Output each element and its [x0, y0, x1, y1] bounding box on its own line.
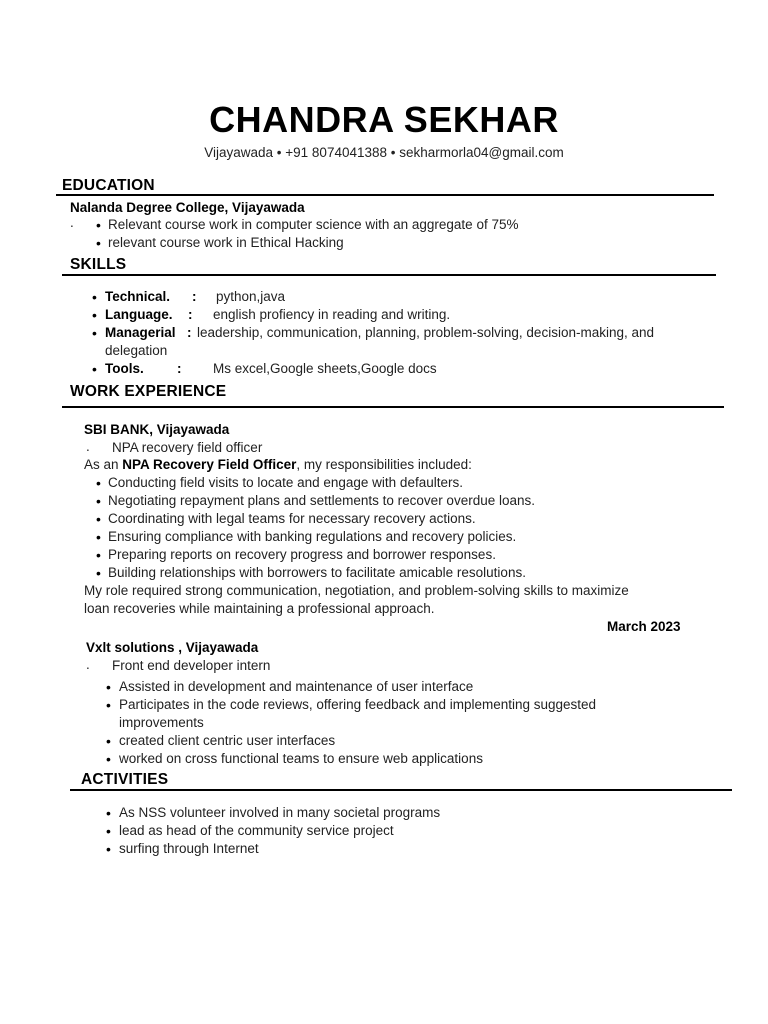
bullet: •: [96, 217, 101, 233]
responsibility-item: created client centric user interfaces: [119, 733, 336, 748]
bullet: •: [106, 805, 111, 821]
activities-heading: ACTIVITIES: [81, 771, 169, 788]
bullet: •: [92, 325, 97, 341]
skill-value: python,java: [216, 289, 286, 304]
work-heading: WORK EXPERIENCE: [70, 383, 227, 400]
candidate-name: CHANDRA SEKHAR: [209, 99, 559, 140]
bullet: •: [106, 733, 111, 749]
job-date: March 2023: [607, 619, 681, 634]
bullet: •: [96, 511, 101, 527]
education-divider: [56, 194, 714, 196]
bullet: •: [106, 697, 111, 713]
skills-heading: SKILLS: [70, 256, 127, 273]
company-name: SBI BANK, Vijayawada: [84, 422, 230, 437]
responsibility-item: Ensuring compliance with banking regulations and recovery policies.: [108, 529, 517, 544]
skill-value-continued: delegation: [105, 343, 168, 358]
activity-item: As NSS volunteer involved in many societal programs: [119, 805, 441, 820]
education-institution: Nalanda Degree College, Vijayawada: [70, 200, 305, 215]
bullet: •: [96, 475, 101, 491]
bullet: •: [106, 823, 111, 839]
bullet: •: [106, 841, 111, 857]
responsibility-item: Participates in the code reviews, offering feedback and implementing suggested: [119, 697, 597, 712]
education-item: Relevant course work in computer science with an aggregate of 75%: [108, 217, 519, 232]
activity-item: surfing through Internet: [119, 841, 259, 856]
activity-item: lead as head of the community service project: [119, 823, 394, 838]
responsibility-item-continued: improvements: [119, 715, 204, 730]
skill-separator: :: [192, 289, 197, 304]
responsibility-item: Negotiating repayment plans and settlements to recover overdue loans.: [108, 493, 535, 508]
skill-label: Language.: [105, 307, 173, 322]
education-heading: EDUCATION: [62, 177, 155, 194]
bullet: •: [96, 235, 101, 251]
education-item: relevant course work in Ethical Hacking: [108, 235, 344, 250]
skill-separator: :: [177, 361, 182, 376]
skill-label: Managerial: [105, 325, 176, 340]
bullet: •: [106, 751, 111, 767]
job-role: Front end developer intern: [112, 658, 271, 673]
skill-separator: :: [187, 325, 192, 340]
bullet: •: [96, 547, 101, 563]
bullet: •: [96, 493, 101, 509]
bullet: •: [96, 529, 101, 545]
contact-info: Vijayawada • +91 8074041388 • sekharmorla04@gmail.com: [204, 145, 564, 160]
list-dot: .: [86, 439, 90, 454]
job-intro: As an NPA Recovery Field Officer, my responsibilities included:: [84, 457, 472, 472]
skill-label: Tools.: [105, 361, 144, 376]
skills-divider: [62, 274, 716, 276]
skill-value: leadership, communication, planning, problem-solving, decision-making, and: [197, 325, 654, 340]
list-dot: .: [86, 657, 90, 672]
company-name: Vxlt solutions , Vijayawada: [86, 640, 259, 655]
list-dot: .: [70, 215, 74, 230]
skill-value: english profiency in reading and writing.: [213, 307, 451, 322]
work-divider: [62, 406, 724, 408]
job-summary-continued: loan recoveries while maintaining a professional approach.: [84, 601, 435, 616]
bullet: •: [92, 361, 97, 377]
bullet: •: [96, 565, 101, 581]
responsibility-item: Conducting field visits to locate and engage with defaulters.: [108, 475, 463, 490]
activities-divider: [70, 789, 732, 791]
bullet: •: [92, 307, 97, 323]
responsibility-item: worked on cross functional teams to ensure web applications: [119, 751, 483, 766]
bullet: •: [92, 289, 97, 305]
job-role: NPA recovery field officer: [112, 440, 263, 455]
responsibility-item: Coordinating with legal teams for necessary recovery actions.: [108, 511, 476, 526]
responsibility-item: Building relationships with borrowers to facilitate amicable resolutions.: [108, 565, 526, 580]
responsibility-item: Preparing reports on recovery progress and borrower responses.: [108, 547, 496, 562]
bullet: •: [106, 679, 111, 695]
skill-value: Ms excel,Google sheets,Google docs: [213, 361, 437, 376]
responsibility-item: Assisted in development and maintenance of user interface: [119, 679, 474, 694]
job-summary: My role required strong communication, negotiation, and problem-solving skills to maximize: [84, 583, 629, 598]
skill-separator: :: [188, 307, 193, 322]
skill-label: Technical.: [105, 289, 171, 304]
